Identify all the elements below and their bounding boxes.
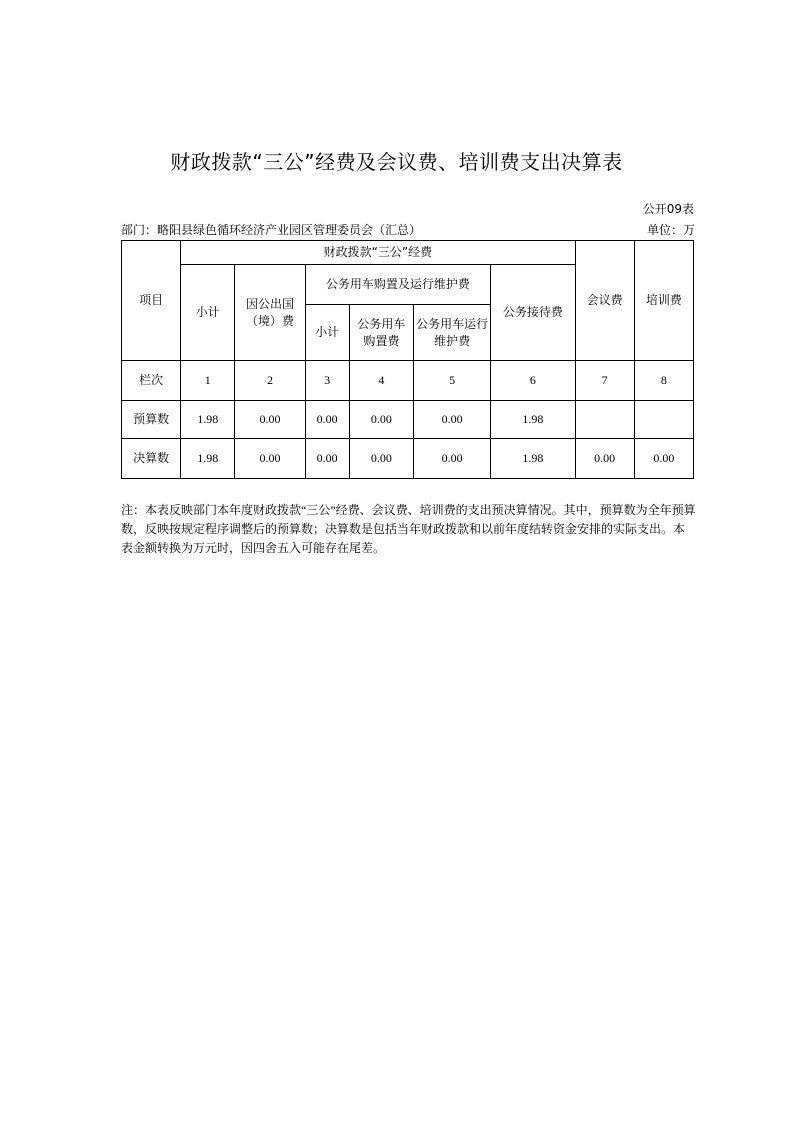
header-vehicle-subtotal: 小计: [305, 305, 349, 361]
table-cell: 5: [413, 361, 490, 401]
header-reception: 公务接待费: [491, 265, 575, 361]
table-cell: 3: [305, 361, 349, 401]
page-title: 财政拨款“三公”经费及会议费、培训费支出决算表: [170, 150, 623, 174]
table-cell: 2: [235, 361, 305, 401]
table-cell: 1.98: [181, 439, 235, 479]
table-cell: 0.00: [575, 439, 634, 479]
header-subtotal: 小计: [181, 265, 235, 361]
row-label: 决算数: [122, 439, 181, 479]
table-cell: 0.00: [413, 439, 490, 479]
table-cell: [634, 401, 693, 439]
row-label: 预算数: [122, 401, 181, 439]
table-cell: [575, 401, 634, 439]
expenditure-table: [121, 240, 694, 479]
table-cell: 0.00: [235, 439, 305, 479]
header-abroad: 因公出国（境）费: [235, 265, 305, 361]
table-cell: 8: [634, 361, 693, 401]
footnote: 注：本表反映部门本年度财政拨款“三公”经费、会议费、培训费的支出预决算情况。其中，预算数为全年预算数，反映按规定程序调整后的预算数；决算数是包括当年财政拨款和以前年度结转资金安排的实际支出。本表金额转换为万元时，因四舍五入可能存在尾差。: [121, 503, 696, 555]
table-cell: 0.00: [305, 439, 349, 479]
table-cell: 1.98: [181, 401, 235, 439]
header-vehicle-purchase: 公务用车购置费: [349, 305, 413, 361]
department-label: 部门：略阳县绿色循环经济产业园区管理委员会（汇总）: [121, 223, 422, 237]
header-sangong-group: 财政拨款“三公”经费: [181, 241, 575, 265]
table-cell: 1.98: [491, 401, 575, 439]
table-row: [122, 401, 694, 439]
table-cell: 6: [491, 361, 575, 401]
row-label: 栏次: [122, 361, 181, 401]
table-cell: 4: [349, 361, 413, 401]
header-item: 项目: [122, 241, 181, 361]
table-row: [122, 439, 694, 479]
header-training: 培训费: [634, 241, 693, 361]
form-number: 公开09表: [642, 202, 694, 216]
table-row: [122, 361, 694, 401]
header-meeting: 会议费: [575, 241, 634, 361]
unit-label: 单位：万: [646, 223, 695, 237]
table-cell: 0.00: [349, 401, 413, 439]
header-vehicle-operation: 公务用车运行维护费: [413, 305, 490, 361]
header-vehicle-group: 公务用车购置及运行维护费: [305, 265, 491, 305]
table-cell: 7: [575, 361, 634, 401]
table-cell: 0.00: [349, 439, 413, 479]
table-cell: 0.00: [305, 401, 349, 439]
table-cell: 0.00: [413, 401, 490, 439]
table-cell: 1.98: [491, 439, 575, 479]
table-cell: 0.00: [634, 439, 693, 479]
table-cell: 1: [181, 361, 235, 401]
table-cell: 0.00: [235, 401, 305, 439]
